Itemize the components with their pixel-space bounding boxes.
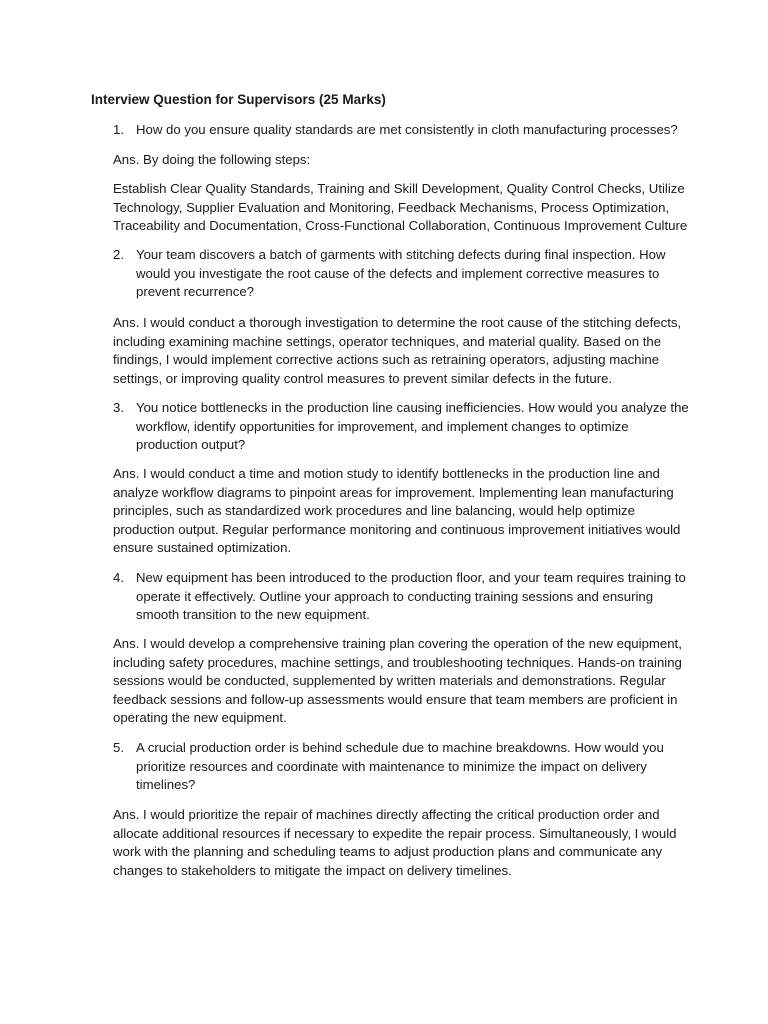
answer-2-line: including examining machine settings, operator techniques, and material quality. Based on the xyxy=(113,333,662,349)
document-title: Interview Question for Supervisors (25 Marks) xyxy=(91,92,386,107)
answer-4-line: including safety procedures, machine settings, and troubleshooting techniques. Hands-on training xyxy=(113,654,682,670)
answer-1-line: Establish Clear Quality Standards, Training and Skill Development, Quality Control Checks, Utilize xyxy=(113,181,685,196)
answer-3-line: analyze workflow diagrams to pinpoint areas for improvement. Implementing lean manufacturing xyxy=(113,484,674,500)
question-5-number: 5. xyxy=(113,740,124,755)
answer-5-text xyxy=(113,806,676,880)
question-3-line: You notice bottlenecks in the production line causing inefficiencies. How would you analyze the xyxy=(136,400,689,415)
question-1-number: 1. xyxy=(113,122,124,137)
answer-1-line: Traceability and Documentation, Cross-Functional Collaboration, Continuous Improvement Culture xyxy=(113,218,688,234)
answer-3-line: Ans. I would conduct a time and motion study to identify bottlenecks in the production line and xyxy=(113,466,660,481)
question-4-line: New equipment has been introduced to the production floor, and your team requires training to xyxy=(136,570,686,585)
answer-4-line: feedback sessions and follow-up assessments would ensure that team members are proficient in xyxy=(113,691,678,707)
answer-5-line: Ans. I would prioritize the repair of machines directly affecting the critical production order and xyxy=(113,807,660,822)
question-2-line: prevent recurrence? xyxy=(136,284,255,300)
answer-5-line: changes to stakeholders to mitigate the impact on delivery timelines. xyxy=(113,862,512,878)
question-2-number: 2. xyxy=(113,247,124,262)
question-5-text xyxy=(136,739,664,795)
answer-5-line: work with the planning and scheduling teams to adjust production plans and communicate any xyxy=(113,844,663,860)
question-2-line: would you investigate the root cause of the defects and implement corrective measures to xyxy=(136,265,660,281)
answer-4-line: operating the new equipment. xyxy=(113,710,287,726)
answer-1-intro-line: Ans. By doing the following steps: xyxy=(113,152,311,167)
answer-1-line: Technology, Supplier Evaluation and Monitoring, Feedback Mechanisms, Process Optimization, xyxy=(113,199,670,215)
question-5-line: timelines? xyxy=(136,777,196,793)
question-3-line: production output? xyxy=(136,437,246,453)
answer-4-line: sessions would be conducted, supplemented by written materials and demonstrations. Regular xyxy=(113,673,666,689)
answer-1-text xyxy=(113,180,687,236)
answer-4-line: Ans. I would develop a comprehensive training plan covering the operation of the new equipment, xyxy=(113,636,682,651)
answer-2-line: findings, I would implement corrective actions such as retraining operators, adjusting machine xyxy=(113,352,660,368)
question-2-text xyxy=(136,246,665,302)
question-5-line: A crucial production order is behind schedule due to machine breakdowns. How would you xyxy=(136,740,664,755)
answer-1-intro xyxy=(113,151,310,170)
question-5-line: prioritize resources and coordinate with maintenance to minimize the impact on delivery xyxy=(136,758,647,774)
question-3-line: workflow, identify opportunities for improvement, and implement changes to optimize xyxy=(136,418,629,434)
answer-2-text xyxy=(113,314,681,388)
question-3-number: 3. xyxy=(113,400,124,415)
question-2-line: Your team discovers a batch of garments with stitching defects during final inspection. How xyxy=(136,247,666,262)
answer-2-line: settings, or improving quality control measures to prevent similar defects in the future. xyxy=(113,370,613,386)
answer-3-line: production output. Regular performance monitoring and continuous improvement initiatives would xyxy=(113,521,681,537)
answer-3-line: principles, such as standardized work procedures and line balancing, would help optimize xyxy=(113,503,635,519)
question-1-line: How do you ensure quality standards are met consistently in cloth manufacturing processes? xyxy=(136,122,678,137)
question-4-line: smooth transition to the new equipment. xyxy=(136,607,370,623)
answer-5-line: allocate additional resources if necessary to expedite the repair process. Simultaneously, I would xyxy=(113,825,677,841)
answer-3-text xyxy=(113,465,680,558)
question-1-text xyxy=(136,121,678,140)
question-3-text xyxy=(136,399,689,455)
answer-3-line: ensure sustained optimization. xyxy=(113,540,292,556)
answer-2-line: Ans. I would conduct a thorough investigation to determine the root cause of the stitching defects, xyxy=(113,315,682,330)
question-4-text xyxy=(136,569,686,625)
question-4-line: operate it effectively. Outline your approach to conducting training sessions and ensuring xyxy=(136,588,654,604)
question-4-number: 4. xyxy=(113,570,124,585)
answer-4-text xyxy=(113,635,682,728)
